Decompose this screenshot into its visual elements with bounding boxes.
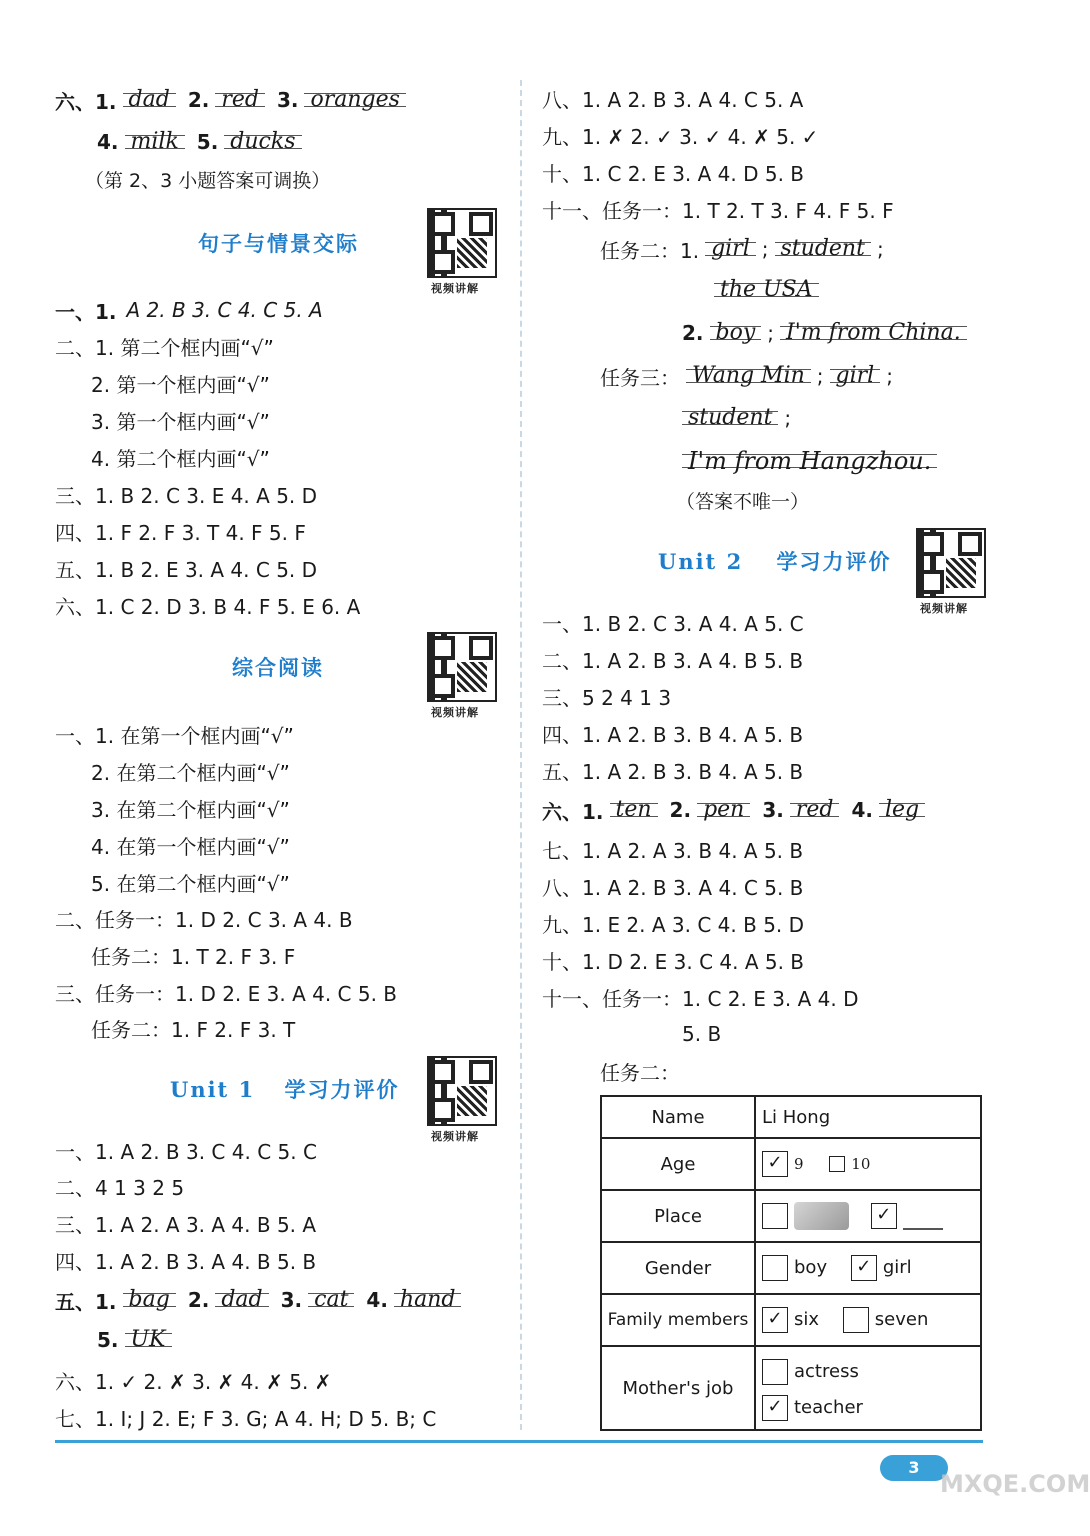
landmark-sketch: [903, 1202, 943, 1230]
handwritten-answer: ducks: [224, 127, 301, 157]
answer-line: 十、1. D 2. E 3. C 4. A 5. B: [542, 949, 805, 974]
option-label: 10: [851, 1155, 871, 1173]
checkbox[interactable]: [762, 1255, 788, 1281]
answer-line: 四、1. F 2. F 3. T 4. F 5. F: [55, 520, 306, 545]
note: （答案不唯一）: [676, 490, 810, 513]
qr-label: 视频讲解: [920, 602, 968, 615]
option-label: seven: [874, 1309, 929, 1330]
item-number: 2.: [187, 88, 210, 112]
handwritten-answer: hand: [394, 1285, 462, 1315]
name-key: Name: [601, 1096, 755, 1138]
answer-line: 5. B: [682, 1022, 722, 1046]
question-label: 五、1.: [55, 1289, 117, 1314]
qr-label: 视频讲解: [431, 282, 479, 295]
handwritten-answer: Wang Min: [686, 361, 811, 391]
answer-line: 三、1. A 2. A 3. A 4. B 5. A: [55, 1212, 317, 1237]
item-number: 4.: [366, 1288, 388, 1312]
answer-line: [542, 794, 931, 826]
item-number: 3.: [762, 798, 784, 822]
qr-code-icon[interactable]: [427, 1056, 497, 1126]
section-title: 综合阅读: [232, 656, 324, 680]
handwritten-answer: oranges: [304, 85, 405, 115]
handwritten-answer: bag: [123, 1285, 176, 1315]
handwritten-answer: UK: [125, 1325, 172, 1355]
checkbox-checked[interactable]: ✓: [762, 1307, 788, 1333]
page-number: 3: [880, 1455, 948, 1481]
job-options: [755, 1346, 981, 1430]
item-number: 4.: [97, 130, 119, 154]
handwritten-answer: ten: [610, 795, 658, 825]
answer-line: 十、1. C 2. E 3. A 4. D 5. B: [542, 161, 805, 186]
answer-line: 五、1. B 2. E 3. A 4. C 5. D: [55, 557, 318, 582]
answer-line: 2. boy ; I'm from China.: [676, 317, 973, 349]
handwritten-answer: red: [215, 85, 265, 115]
answer-line: 2. 在第二个框内画“√”: [91, 760, 290, 785]
checkbox-checked[interactable]: ✓: [762, 1151, 788, 1177]
answer-line: [91, 1324, 178, 1356]
answer-line: 二、1. 第二个框内画“√”: [55, 335, 274, 360]
table-row: [601, 1346, 981, 1430]
answer-line: 十一、任务一：1. C 2. E 3. A 4. D: [542, 986, 859, 1011]
footer-rule: [55, 1440, 983, 1443]
handwritten-answer: boy: [710, 318, 762, 348]
answer-line: 二、任务一：1. D 2. C 3. A 4. B: [55, 907, 353, 932]
handwritten-answer: I'm from Hangzhou.: [682, 446, 937, 476]
answer-line: 一、1. 在第一个框内画“√”: [55, 723, 294, 748]
answer-line: 六、1. ✓ 2. ✗ 3. ✗ 4. ✗ 5. ✗: [55, 1369, 332, 1394]
option-label: teacher: [794, 1397, 863, 1418]
unit-title: [658, 546, 892, 576]
option-label: actress: [794, 1361, 859, 1382]
qr-code-icon[interactable]: [916, 528, 986, 598]
unit-title: [170, 1074, 400, 1104]
answer-line: [55, 294, 337, 326]
table-row: [601, 1138, 981, 1190]
item-number: 2.: [682, 321, 704, 345]
qr-label: 视频讲解: [431, 706, 479, 719]
unit-subtitle: 学习力评价: [776, 550, 892, 574]
place-key: Place: [601, 1190, 755, 1242]
table-row: [601, 1190, 981, 1242]
table-row: [601, 1096, 981, 1138]
answer-line: 七、1. A 2. A 3. B 4. A 5. B: [542, 838, 804, 863]
option-label: girl: [882, 1257, 912, 1278]
handwritten-answer: student: [682, 403, 778, 433]
answer-line: 八、1. A 2. B 3. A 4. C 5. A: [542, 87, 804, 112]
landmark-image: [794, 1202, 849, 1230]
handwritten-answer: girl: [705, 234, 756, 264]
family-options: [755, 1294, 981, 1346]
handwritten-answer: dad: [215, 1285, 268, 1315]
item-number: 5.: [97, 1328, 119, 1352]
family-key: Family members: [601, 1294, 755, 1346]
answer-line: 5. 在第二个框内画“√”: [91, 871, 290, 896]
answer-line: 四、1. A 2. B 3. A 4. B 5. B: [55, 1249, 317, 1274]
answer-line: 九、1. E 2. A 3. C 4. B 5. D: [542, 912, 805, 937]
question-label: 六、1.: [542, 799, 604, 824]
answer-line: 十一、任务一：1. T 2. T 3. F 4. F 5. F: [542, 198, 894, 223]
qr-label: 视频讲解: [431, 1130, 479, 1143]
answer-line: [676, 445, 943, 477]
answer-line: 三、任务一：1. D 2. E 3. A 4. C 5. B: [55, 981, 398, 1006]
answer-line: 九、1. ✗ 2. ✓ 3. ✓ 4. ✗ 5. ✓: [542, 124, 819, 149]
handwritten-answer: girl: [830, 361, 881, 391]
left-column: [55, 0, 510, 1440]
handwritten-answer: leg: [879, 795, 925, 825]
answer-line: 2. 第一个框内画“√”: [91, 372, 270, 397]
answer-text: A 2. B 3. C 4. C 5. A: [126, 298, 323, 322]
age-options: [755, 1138, 981, 1190]
answer-line: 七、1. I; J 2. E; F 3. G; A 4. H; D 5. B; C: [55, 1406, 437, 1431]
section-title: 句子与情景交际: [198, 232, 359, 256]
gender-key: Gender: [601, 1242, 755, 1294]
item-number: 2.: [669, 798, 692, 822]
unit-label: Unit 1: [170, 1077, 256, 1102]
question-label: 任务三：: [600, 365, 680, 390]
answer-line: [708, 274, 825, 306]
option-label: 9: [794, 1155, 804, 1173]
info-card-table: [600, 1095, 982, 1431]
answer-line: 八、1. A 2. B 3. A 4. C 5. B: [542, 875, 804, 900]
answer-line: 二、4 1 3 2 5: [55, 1175, 185, 1200]
question-label: 六、1.: [55, 89, 117, 114]
answer-line: 4. 在第一个框内画“√”: [91, 834, 290, 859]
answer-line: 五、1. A 2. B 3. B 4. A 5. B: [542, 759, 804, 784]
unit-subtitle: 学习力评价: [284, 1078, 400, 1102]
table-row: [601, 1294, 981, 1346]
answer-line: 六、1. C 2. D 3. B 4. F 5. E 6. A: [55, 594, 361, 619]
checkbox[interactable]: [762, 1359, 788, 1385]
answer-line: 二、1. A 2. B 3. A 4. B 5. B: [542, 648, 804, 673]
answer-line: 任务二：1. F 2. F 3. T: [91, 1017, 296, 1042]
handwritten-answer: I'm from China.: [780, 318, 967, 348]
item-number: 5.: [196, 130, 219, 154]
handwritten-answer: red: [790, 795, 840, 825]
checkbox[interactable]: [843, 1307, 869, 1333]
answer-line: [55, 1284, 467, 1316]
answer-line: [55, 84, 412, 116]
item-number: 3.: [276, 88, 299, 112]
answer-line: 3. 第一个框内画“√”: [91, 409, 270, 434]
checkbox-checked[interactable]: ✓: [871, 1203, 897, 1229]
answer-line: 一、1. B 2. C 3. A 4. A 5. C: [542, 611, 804, 636]
answer-line: 一、1. A 2. B 3. C 4. C 5. C: [55, 1139, 317, 1164]
note: （第 2、3 小题答案可调换）: [85, 169, 331, 192]
checkbox[interactable]: [762, 1203, 788, 1229]
handwritten-answer: milk: [125, 127, 185, 157]
name-value: Li Hong: [755, 1096, 981, 1138]
item-number: 2.: [187, 1288, 210, 1312]
answer-line: 三、5 2 4 1 3: [542, 685, 672, 710]
answer-line: 三、1. B 2. C 3. E 4. A 5. D: [55, 483, 318, 508]
answer-line: 四、1. A 2. B 3. B 4. A 5. B: [542, 722, 804, 747]
qr-code-icon[interactable]: [427, 632, 497, 702]
answer-line: 任务三： Wang Min ; girl ;: [600, 363, 893, 390]
job-key: Mother's job: [601, 1346, 755, 1430]
handwritten-answer: cat: [308, 1285, 354, 1315]
handwritten-answer: pen: [697, 795, 750, 825]
handwritten-answer: dad: [123, 85, 176, 115]
answer-line: [91, 126, 308, 158]
qr-code-icon[interactable]: [427, 208, 497, 278]
handwritten-answer: the USA: [714, 275, 819, 305]
answer-line: 任务二：1. girl ; student ;: [600, 236, 884, 263]
option-label: six: [794, 1309, 820, 1330]
item-number: 3.: [280, 1288, 303, 1312]
age-key: Age: [601, 1138, 755, 1190]
checkbox-checked[interactable]: ✓: [851, 1255, 877, 1281]
answer-line: student ;: [676, 402, 791, 434]
unit-label: Unit 2: [658, 549, 744, 574]
answer-line: 4. 第二个框内画“√”: [91, 446, 270, 471]
question-label: 任务二：1.: [600, 238, 700, 263]
table-row: [601, 1242, 981, 1294]
place-options: [755, 1190, 981, 1242]
gender-options: [755, 1242, 981, 1294]
checkbox-checked[interactable]: ✓: [762, 1395, 788, 1421]
answer-line: 3. 在第二个框内画“√”: [91, 797, 290, 822]
handwritten-answer: student: [775, 234, 871, 264]
answer-line: 任务二：1. T 2. F 3. F: [91, 944, 296, 969]
option-label: boy: [794, 1257, 828, 1278]
question-label: 一、1.: [55, 299, 117, 324]
answer-line: 任务二：: [600, 1060, 680, 1085]
checkbox[interactable]: [829, 1156, 845, 1172]
item-number: 4.: [851, 798, 873, 822]
column-divider: [520, 80, 522, 1430]
watermark: MXQE.COM: [940, 1470, 1090, 1498]
